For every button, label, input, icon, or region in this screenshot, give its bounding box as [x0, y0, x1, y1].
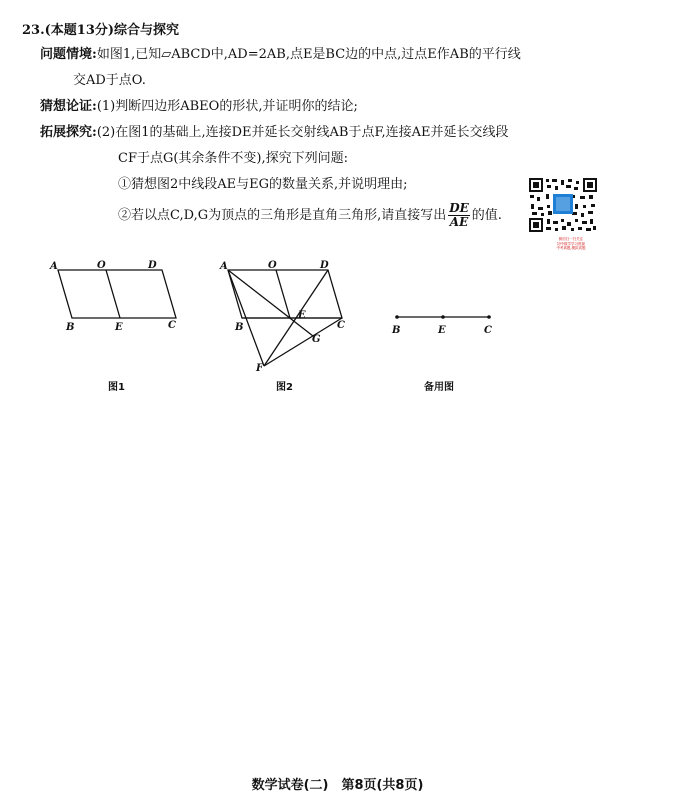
- figure-backup: [385, 305, 500, 340]
- page-footer: 数学试卷(二) 第8页(共8页): [251, 778, 424, 793]
- label-f: F: [256, 363, 264, 374]
- point-b: [395, 315, 399, 319]
- label-b: B: [392, 325, 401, 336]
- qr-caption-2: 初中数学学习资源: [557, 241, 585, 246]
- problem-number: 23.: [22, 23, 45, 38]
- fraction-de-ae: [448, 202, 470, 229]
- label-o: O: [97, 260, 106, 271]
- qr-caption-1: 微信扫一扫关注: [558, 237, 584, 241]
- figure-1: [40, 258, 190, 338]
- label-o: O: [268, 260, 277, 271]
- label-c: C: [484, 325, 492, 336]
- qr-caption-3: 中考真题,模拟试题: [556, 246, 586, 250]
- extension-label: 拓展探究:: [40, 125, 97, 140]
- figure-backup-caption: 备用图: [424, 382, 454, 393]
- situation-text-1: 如图1,已知▱ABCD中,AD=2AB,点E是BC边的中点,过点E作AB的平行线: [96, 47, 521, 62]
- label-a: A: [50, 261, 58, 272]
- parallelogram-abcd: [228, 270, 342, 318]
- label-e: E: [115, 322, 123, 333]
- qr-code-icon: [528, 177, 598, 233]
- segment-oe: [276, 270, 290, 318]
- situation-label: 问题情境:: [40, 47, 97, 62]
- conjecture-text: (1)判断四边形ABEO的形状,并证明你的结论;: [96, 99, 358, 114]
- problem-header: [22, 22, 179, 40]
- situation-line-1: [40, 46, 521, 64]
- label-c: C: [168, 320, 176, 331]
- figure-1-caption: 图1: [108, 382, 125, 393]
- figure-2: [210, 258, 370, 378]
- sub-question-2: [118, 202, 502, 230]
- figure-2-caption: 图2: [276, 382, 293, 393]
- qr-caption: [534, 237, 608, 251]
- point-c: [487, 315, 491, 319]
- situation-text-2: 交AD于点O.: [73, 73, 146, 88]
- label-e: E: [298, 310, 306, 321]
- fraction-denominator: AE: [449, 215, 469, 229]
- extension-text-1: (2)在图1的基础上,连接DE并延长交射线AB于点F,连接AE并延长交线段: [96, 125, 509, 140]
- label-c: C: [337, 320, 345, 331]
- point-e: [441, 315, 445, 319]
- segment-cf: [264, 318, 342, 366]
- fraction-numerator: DE: [449, 201, 469, 215]
- problem-score: (本题13分): [44, 23, 115, 38]
- label-b: B: [66, 322, 75, 333]
- parallelogram-abcd: [58, 270, 176, 318]
- label-d: D: [148, 260, 157, 271]
- label-a: A: [220, 261, 228, 272]
- extension-line-1: [40, 124, 509, 142]
- extension-text-2: CF于点G(其余条件不变),探究下列问题:: [118, 151, 349, 166]
- label-b: B: [235, 322, 244, 333]
- conjecture-label: 猜想论证:: [40, 99, 97, 114]
- label-g: G: [312, 334, 321, 345]
- sub2-suffix: 的值.: [471, 208, 502, 223]
- segment-oe: [106, 270, 120, 318]
- label-e: E: [438, 325, 446, 336]
- sub-question-1: ①猜想图2中线段AE与EG的数量关系,并说明理由;: [118, 177, 408, 192]
- conjecture-line: [40, 98, 358, 116]
- label-d: D: [320, 260, 329, 271]
- sub2-prefix: ②若以点C,D,G为顶点的三角形是直角三角形,请直接写出: [118, 208, 447, 223]
- problem-title: 综合与探究: [114, 23, 180, 38]
